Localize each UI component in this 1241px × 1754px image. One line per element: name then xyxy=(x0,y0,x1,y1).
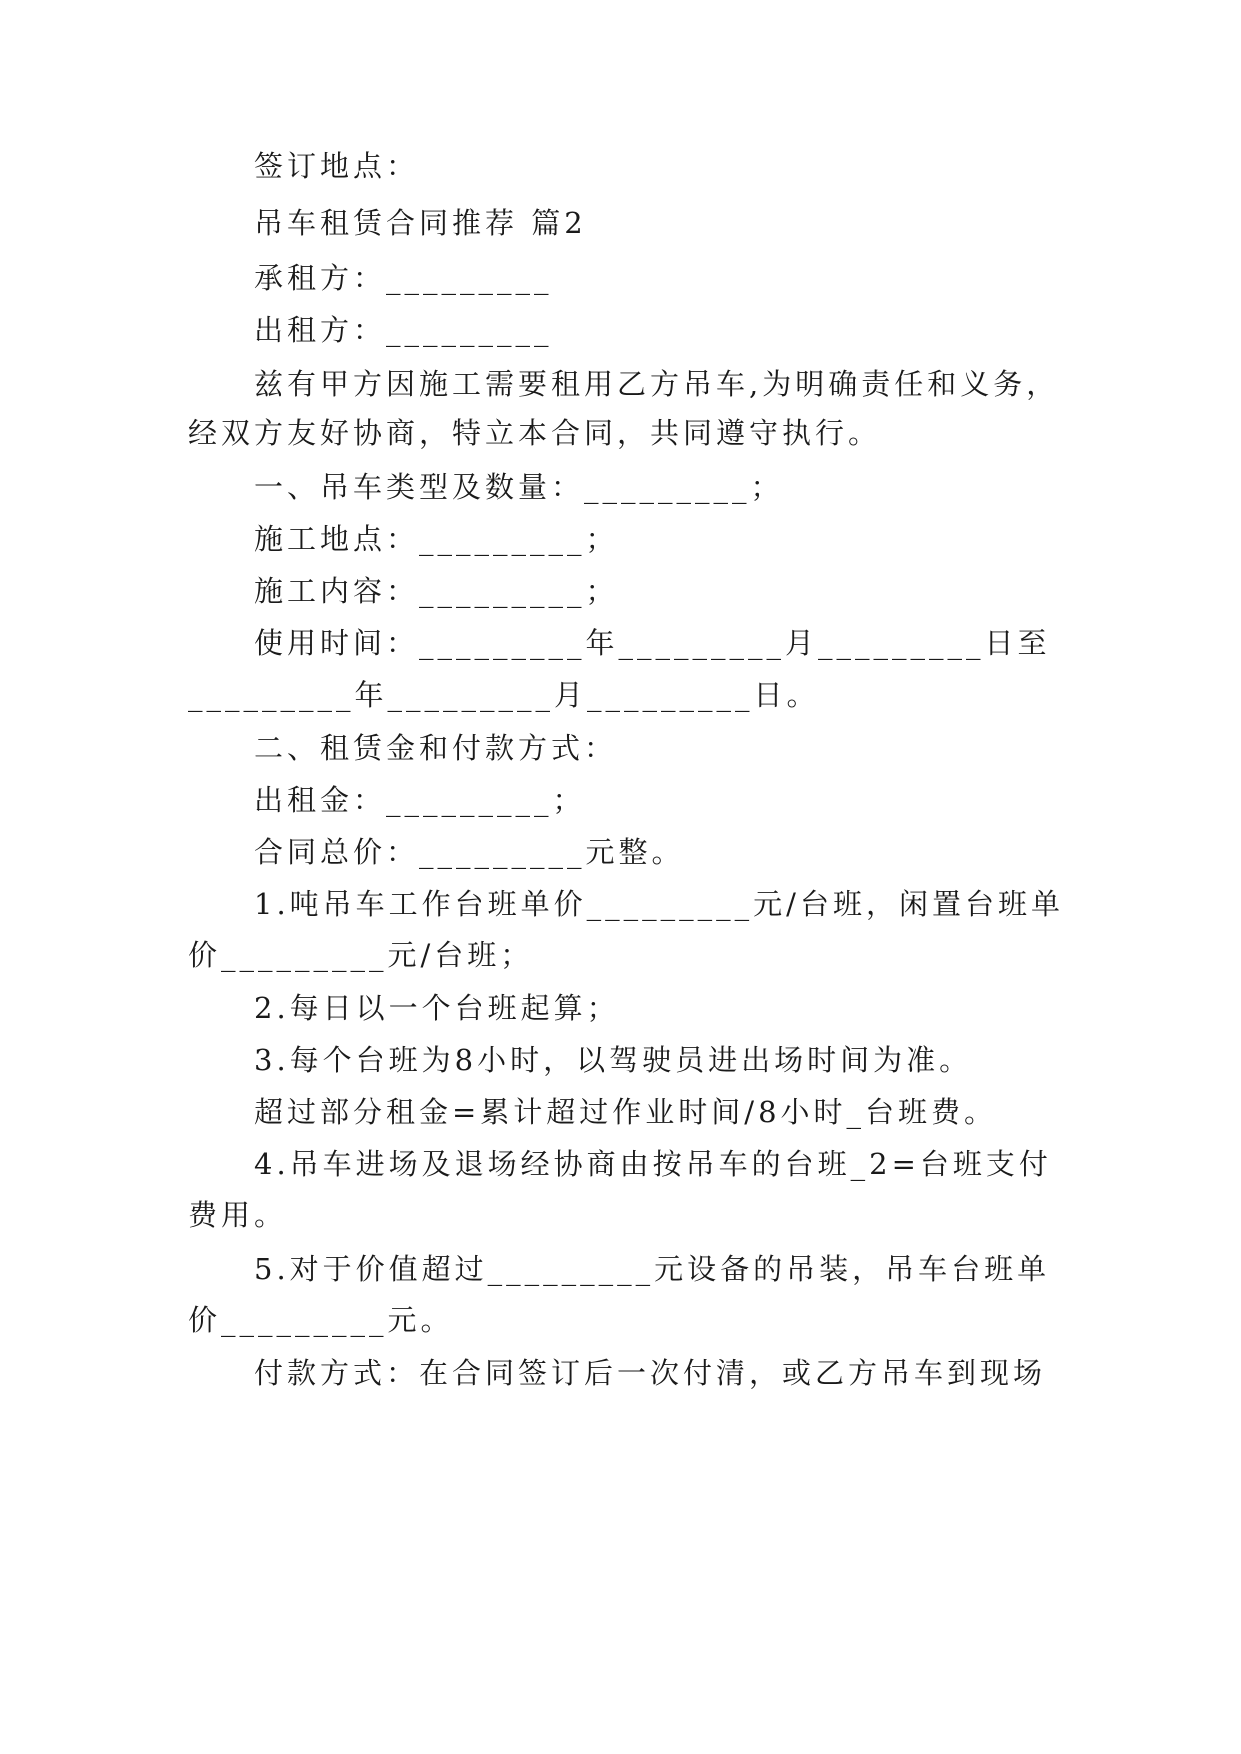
construction-content-line: 施工内容：_________； xyxy=(254,574,619,608)
overtime-rent-line: 超过部分租金=累计超过作业时间/8小时_台班费。 xyxy=(254,1095,998,1129)
item-1-line-1: 1.吨吊车工作台班单价_________元/台班，闲置台班单 xyxy=(254,887,1064,921)
preamble-line-2: 经双方友好协商，特立本合同，共同遵守执行。 xyxy=(188,416,882,450)
item-5-line-1: 5.对于价值超过_________元设备的吊装，吊车台班单 xyxy=(254,1252,1051,1286)
clause-2-heading: 二、租赁金和付款方式： xyxy=(254,731,618,765)
construction-site-line: 施工地点：_________； xyxy=(254,522,619,556)
usage-period-line-1: 使用时间：_________年_________月_________日至 xyxy=(254,626,1051,660)
item-4-line-1: 4.吊车进场及退场经协商由按吊车的台班_2=台班支付 xyxy=(254,1147,1052,1181)
section-title: 吊车租赁合同推荐 篇2 xyxy=(254,206,587,240)
item-5-line-2: 价_________元。 xyxy=(188,1303,454,1337)
preamble-line-1: 兹有甲方因施工需要租用乙方吊车,为明确责任和义务， xyxy=(254,367,1060,401)
usage-period-line-2: _________年_________月_________日。 xyxy=(188,678,820,712)
item-2-line: 2.每日以一个台班起算； xyxy=(254,991,620,1025)
lessor-line: 出租方：_________ xyxy=(254,313,553,347)
lessee-line: 承租方：_________ xyxy=(254,261,553,295)
payment-method-line: 付款方式：在合同签订后一次付清，或乙方吊车到现场 xyxy=(254,1356,1047,1390)
signing-place-line: 签订地点： xyxy=(254,149,420,183)
rent-line: 出租金：_________； xyxy=(254,783,586,817)
clause-1-heading: 一、吊车类型及数量：_________； xyxy=(254,470,784,504)
item-4-line-2: 费用。 xyxy=(188,1198,288,1232)
item-1-line-2: 价_________元/台班； xyxy=(188,938,534,972)
total-price-line: 合同总价：_________元整。 xyxy=(254,835,685,869)
item-3-line: 3.每个台班为8小时，以驾驶员进出场时间为准。 xyxy=(254,1043,973,1077)
